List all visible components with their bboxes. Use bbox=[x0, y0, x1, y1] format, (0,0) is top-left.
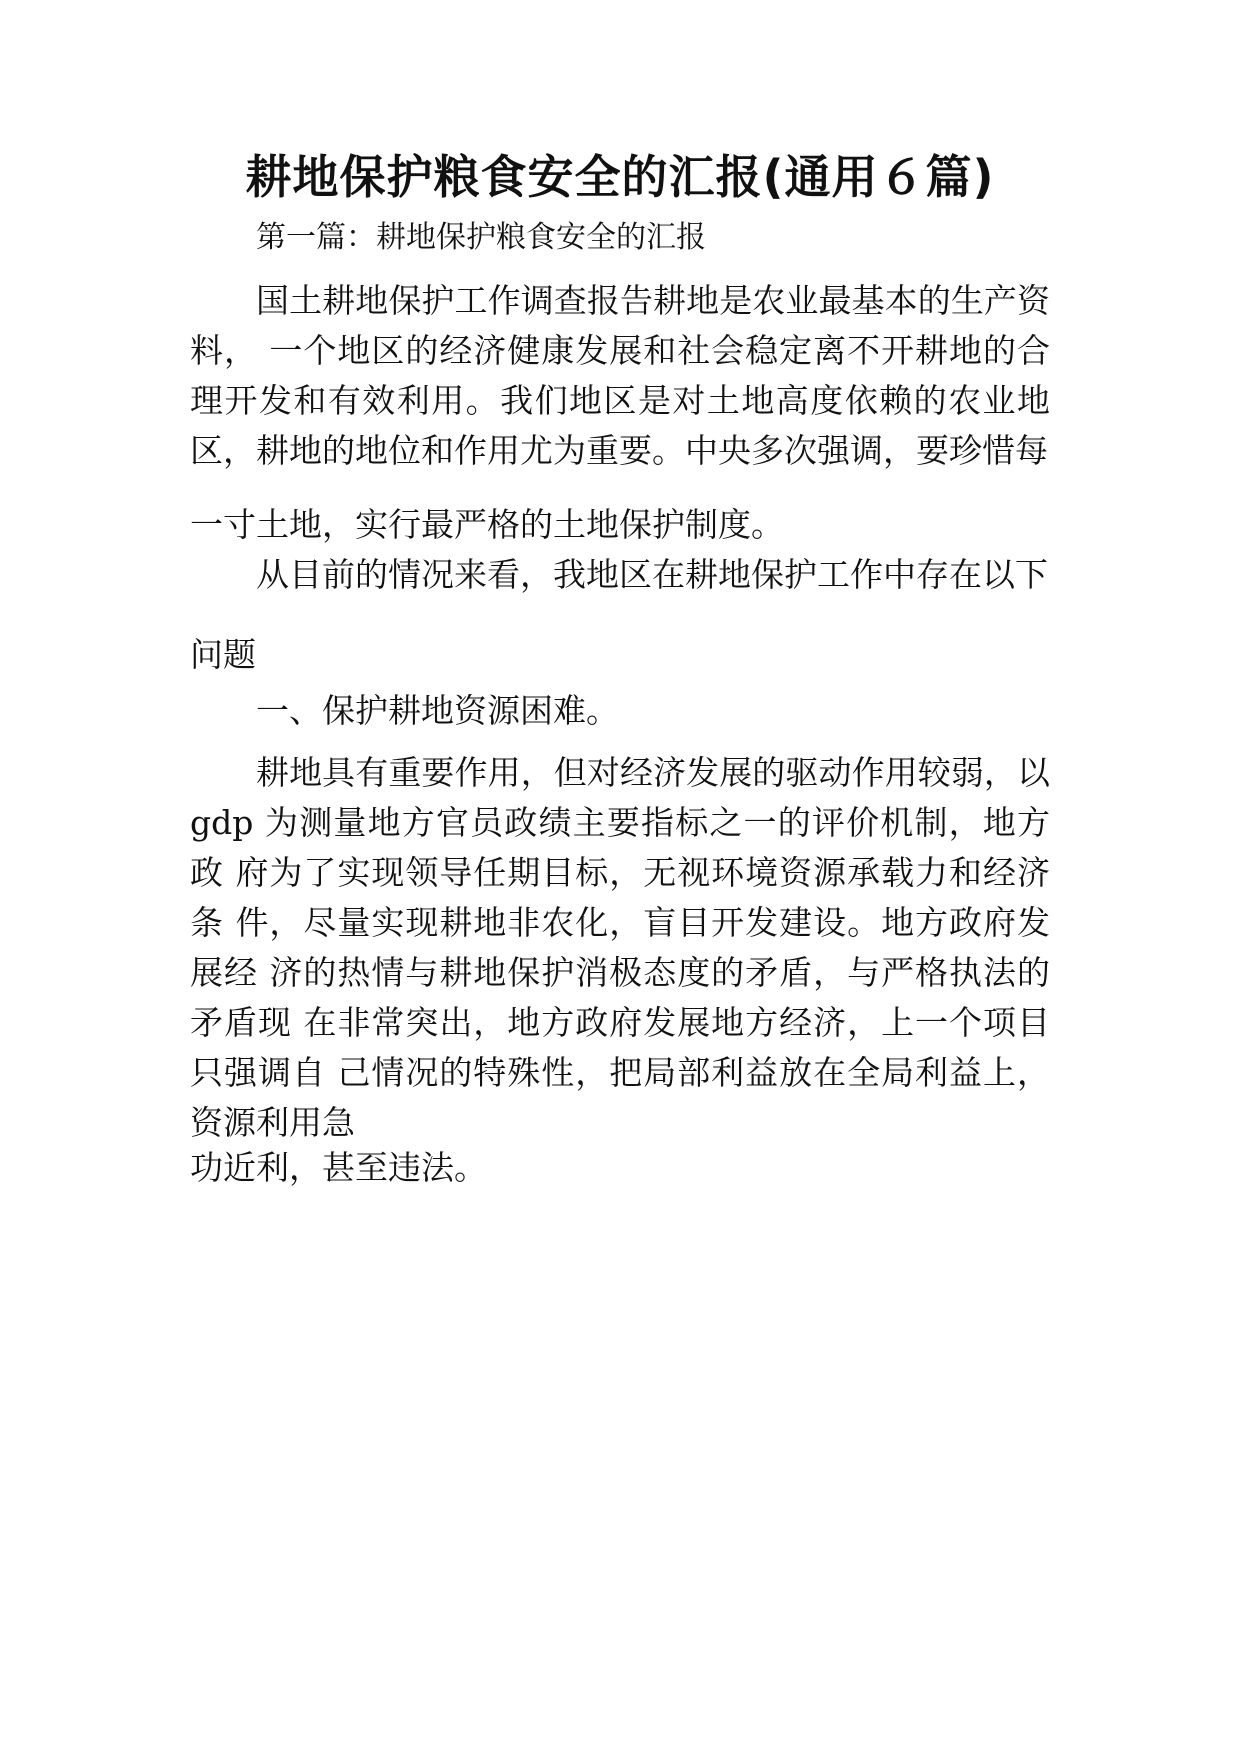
paragraph-intro: 国土耕地保护工作调查报告耕地是农业最基本的生产资料， 一个地区的经济健康发展和社会稳定离不开耕地的合理开发和有效利用。我们地区是对土地高度依赖的农业地区，耕地的地位和作用尤为重要。中央多次强调，要珍惜每 bbox=[190, 281, 1050, 470]
paragraph-intro-continued: 一寸土地，实行最严格的土地保护制度。 bbox=[190, 505, 784, 544]
paragraph-situation: 从目前的情况来看，我地区在耕地保护工作中存在以下 bbox=[256, 555, 1048, 594]
paragraph-analysis-continued: 功近利，甚至违法。 bbox=[190, 1148, 487, 1187]
paragraph-analysis: 耕地具有重要作用，但对经济发展的驱动作用较弱，以 gdp 为测量地方官员政绩主要指标之一的评价机制，地方政 府为了实现领导任期目标，无视环境资源承载力和经济条 件，尽量实现耕地非农化，盲目开发建设。地方政府发展经 济的热情与耕地保护消极态度的矛盾，与严格执法的矛盾现 在非常突出，地方政府发展地方经济，上一个项目只强调自 己情况的特殊性，把局部利益放在全局利益上，资源利用急 bbox=[190, 753, 1050, 1142]
section-heading: 第一篇：耕地保护粮食安全的汇报 bbox=[256, 220, 706, 255]
list-heading-one: 一、保护耕地资源困难。 bbox=[256, 691, 619, 730]
document-title: 耕地保护粮食安全的汇报(通用６篇) bbox=[245, 150, 995, 204]
paragraph-situation-continued: 问题 bbox=[190, 635, 256, 674]
